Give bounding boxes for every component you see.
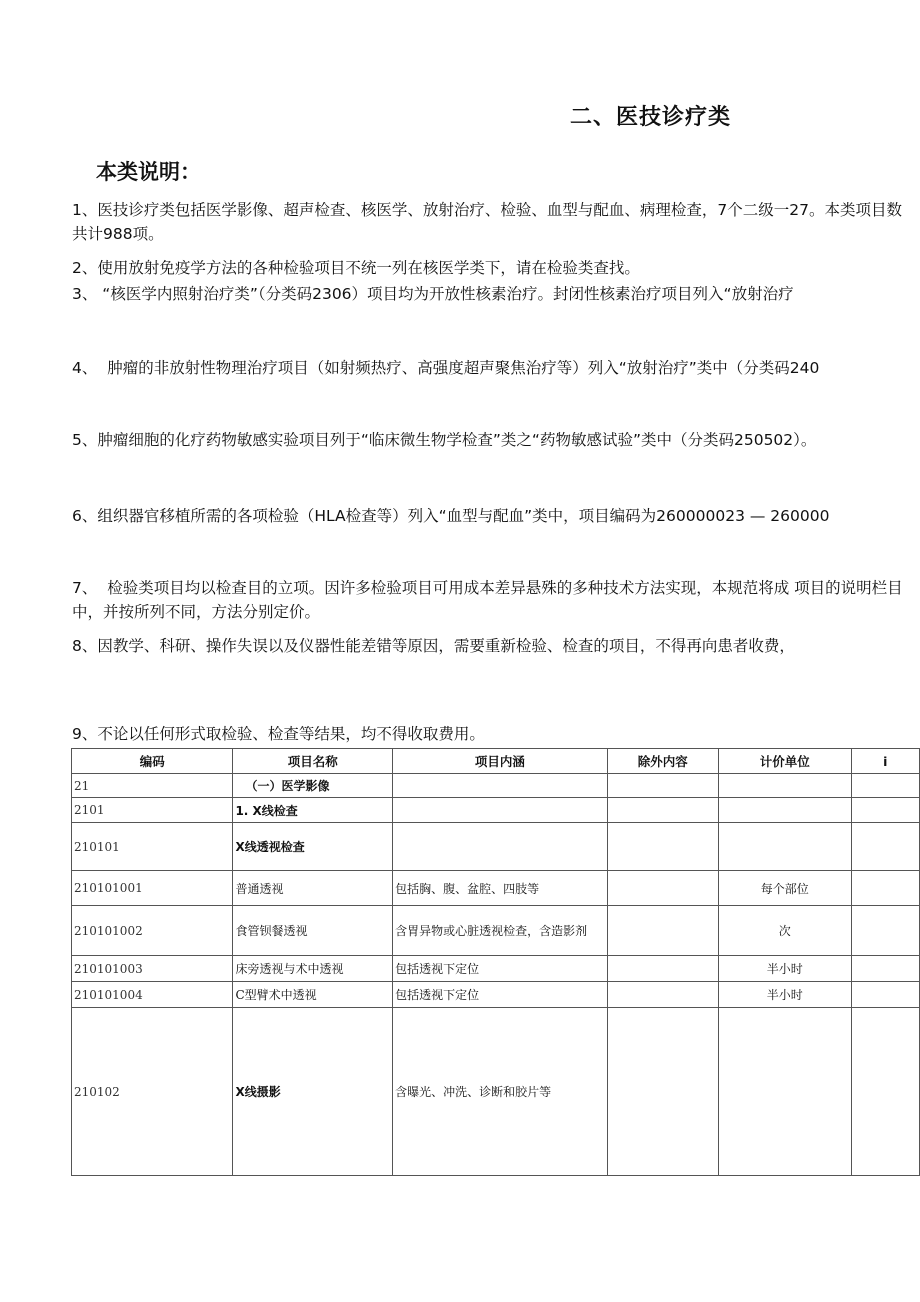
note-paragraph-8: 8、因教学、科研、操作失误以及仪器性能差错等原因，需要重新检验、检查的项目，不得再向患者收费， [72,637,795,655]
cell-unit [718,1008,851,1176]
cell-code: 210101 [72,823,233,871]
note-paragraph-9: 9、不论以任何形式取检验、检查等结果，均不得收取费用。 [72,725,485,743]
cell-name: （一）医学影像 [233,774,393,798]
cell-extra [851,906,919,956]
note-paragraph-6: 6、组织器官移植所需的各项检验（HLA检查等）列入“血型与配血”类中，项目编码为260000023 — 260000 [72,507,830,525]
table-row [72,1008,920,1176]
table-row [72,906,920,956]
cell-content: 包括透视下定位 [393,982,607,1008]
cell-content: 含曝光、冲洗、诊断和胶片等 [393,1008,607,1176]
note-paragraph-5: 5、肿瘤细胞的化疗药物敏感实验项目列于“临床微生物学检查”类之“药物敏感试验”类中（分类码250502）。 [72,431,817,449]
table-row [72,798,920,823]
cell-extra [851,956,919,982]
table-row [72,956,920,982]
note-paragraph-3: 3、 “核医学内照射治疗类”（分类码2306）项目均为开放性核素治疗。封闭性核素治疗项目列入“放射治疗 [72,285,794,303]
cell-name: 食管钡餐透视 [233,906,393,956]
cell-content [393,798,607,823]
cell-exclude [607,798,718,823]
cell-exclude [607,1008,718,1176]
cell-code: 210101002 [72,906,233,956]
section-title: 二、医技诊疗类 [570,105,732,130]
cell-code: 210101004 [72,982,233,1008]
cell-unit [718,823,851,871]
header-exclude: 除外内容 [607,749,718,774]
header-unit: 计价单位 [718,749,851,774]
cell-extra [851,982,919,1008]
cell-content [393,823,607,871]
cell-code: 210102 [72,1008,233,1176]
cell-unit [718,798,851,823]
cell-code: 210101001 [72,871,233,906]
cell-exclude [607,956,718,982]
cell-extra [851,1008,919,1176]
cell-exclude [607,906,718,956]
note-paragraph-7: 7、 检验类项目均以检查目的立项。因许多检验项目可用成本差异悬殊的多种技术方法实现，本规范将成 项目的说明栏目中，并按所列不同，方法分别定价。 [72,579,903,621]
table-row [72,823,920,871]
cell-content: 含胃异物或心脏透视检查，含造影剂 [393,906,607,956]
cell-name: 1. X线检查 [233,798,393,823]
cell-name: X线透视检查 [233,823,393,871]
note-paragraph-2: 2、使用放射免疫学方法的各种检验项目不统一列在核医学类下，请在检验类查找。 [72,259,640,277]
cell-name: C型臂术中透视 [233,982,393,1008]
cell-content [393,774,607,798]
cell-unit: 次 [718,906,851,956]
cell-unit [718,774,851,798]
section-subtitle: 本类说明： [96,160,201,184]
cell-name: 床旁透视与术中透视 [233,956,393,982]
cell-name: X线摄影 [233,1008,393,1176]
cell-extra [851,798,919,823]
cell-unit: 半小时 [718,982,851,1008]
header-content: 项目内涵 [393,749,607,774]
fee-table [71,748,920,1176]
table-row [72,774,920,798]
cell-unit: 每个部位 [718,871,851,906]
cell-name: 普通透视 [233,871,393,906]
cell-extra [851,774,919,798]
header-code: 编码 [72,749,233,774]
cell-exclude [607,823,718,871]
header-name: 项目名称 [233,749,393,774]
cell-unit: 半小时 [718,956,851,982]
cell-extra [851,871,919,906]
cell-exclude [607,774,718,798]
cell-code: 2101 [72,798,233,823]
note-paragraph-1: 1、医技诊疗类包括医学影像、超声检查、核医学、放射治疗、检验、血型与配血、病理检查，7个二级一27。本类项目数共计988项。 [72,201,902,243]
table-row [72,982,920,1008]
header-extra: i [851,749,919,774]
cell-code: 210101003 [72,956,233,982]
cell-content: 包括透视下定位 [393,956,607,982]
cell-exclude [607,982,718,1008]
table-header-row [72,749,920,774]
cell-content: 包括胸、腹、盆腔、四肢等 [393,871,607,906]
cell-exclude [607,871,718,906]
cell-extra [851,823,919,871]
note-paragraph-4: 4、 肿瘤的非放射性物理治疗项目（如射频热疗、高强度超声聚焦治疗等）列入“放射治疗”类中（分类码240 [72,359,820,377]
table-row [72,871,920,906]
cell-code: 21 [72,774,233,798]
